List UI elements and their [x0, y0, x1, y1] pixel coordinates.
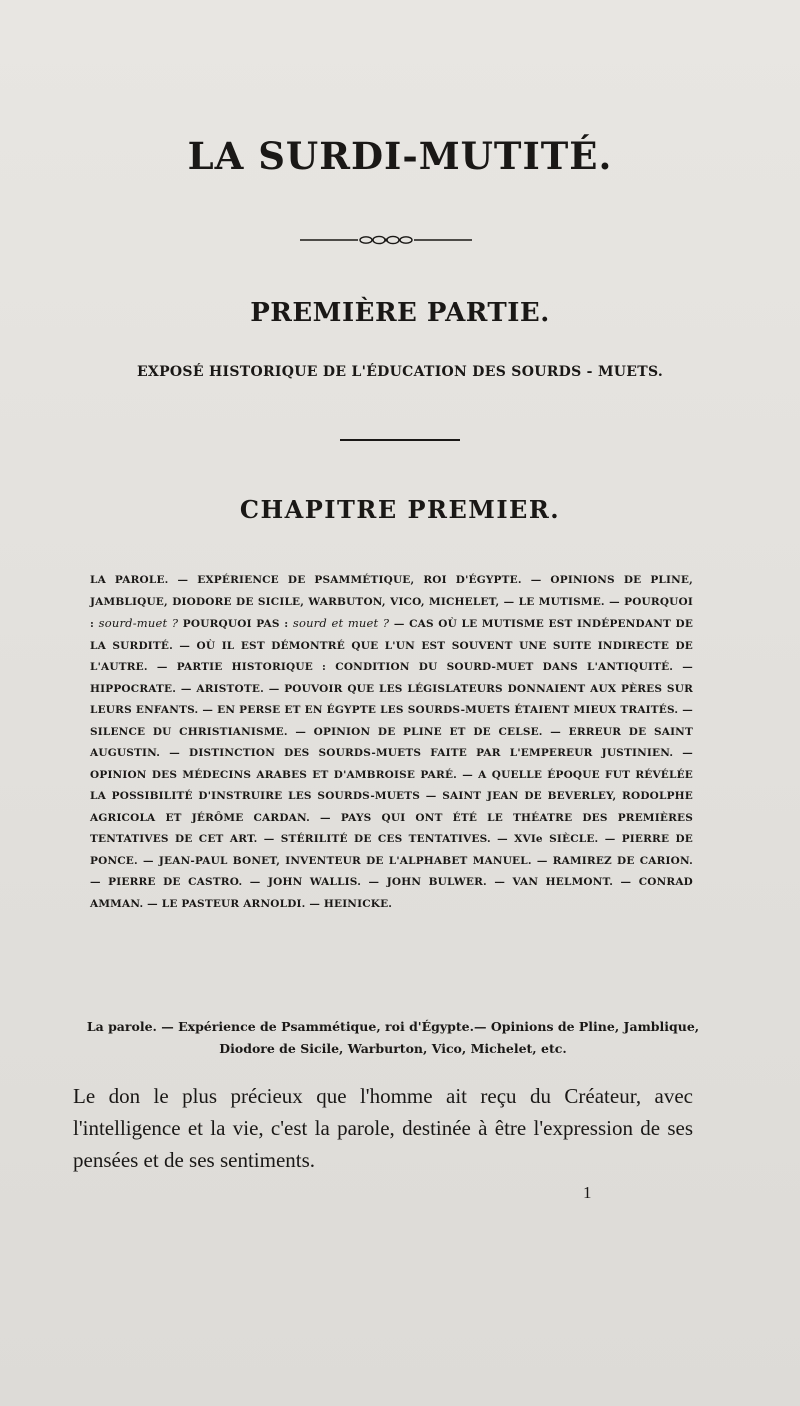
part-title: PREMIÈRE PARTIE.	[250, 298, 550, 328]
summary-part-1: LA PAROLE. — EXPÉRIENCE DE PSAMMÉTIQUE, ROI D'ÉGYPTE. — OPINIONS DE PLINE, JAMBLIQUE, DIODORE DE SICILE, WARBUTON, VICO, MICHELET, — LE MUTISME. — POURQUOI :	[90, 574, 693, 630]
section-rule	[340, 439, 460, 441]
page-number: 1	[583, 1183, 592, 1202]
ornament-divider	[300, 232, 472, 248]
chapter-summary	[90, 570, 693, 915]
book-title: LA SURDI-MUTITÉ.	[187, 134, 613, 178]
summary-part-2: POURQUOI PAS :	[182, 618, 289, 630]
chapter-title: CHAPITRE PREMIER.	[239, 495, 561, 524]
part-subtitle: EXPOSÉ HISTORIQUE DE L'ÉDUCATION DES SOURDS - MUETS.	[136, 364, 664, 380]
section-heading: La parole. — Expérience de Psammétique, roi d'Égypte.— Opinions de Pline, Jamblique, Diodore de Sicile, Warburton, Vico, Michelet, etc.	[86, 1019, 700, 1056]
body-paragraph: Le don le plus précieux que l'homme ait reçu du Créateur, avec l'intelligence et la vie, c'est la parole, destinée à être l'expression de ses pensées et de ses sentiments.	[73, 1084, 693, 1172]
summary-italic-1: sourd-muet ?	[98, 616, 179, 630]
summary-italic-2: sourd et muet ?	[292, 616, 390, 630]
summary-part-3: — CAS OÙ LE MUTISME EST INDÉPENDANT DE LA SURDITÉ. — OÙ IL EST DÉMONTRÉ QUE L'UN EST SOUVENT UNE SUITE INDIRECTE DE L'AUTRE. — PARTIE HISTORIQUE : CONDITION DU SOURD-MUET DANS L'ANTIQUITÉ. — HIPPOCRATE. — ARISTOTE. — POUVOIR QUE LES LÉGISLATEURS DONNAIENT AUX PÈRES SUR LEURS ENFANTS. — EN PERSE ET EN ÉGYPTE LES SOURDS-MUETS ÉTAIENT MIEUX TRAITÉS. — SILENCE DU CHRISTIANISME. — OPINION DE PLINE ET DE CELSE. — ERREUR DE SAINT AUGUSTIN. — DISTINCTION DES SOURDS-MUETS FAITE PAR L'EMPEREUR JUSTINIEN. — OPINION DES MÉDECINS ARABES ET D'AMBROISE PARÉ. — A QUELLE ÉPOQUE FUT RÉVÉLÉE LA POSSIBILITÉ D'INSTRUIRE LES SOURDS-MUETS — SAINT JEAN DE BEVERLEY, RODOLPHE AGRICOLA ET JÉRÔME CARDAN. — PAYS QUI ONT ÉTÉ LE THÉATRE DES PREMIÈRES TENTATIVES DE CET ART. — STÉRILITÉ DE CES TENTATIVES. — XVIe SIÈCLE. — PIERRE DE PONCE. — JEAN-PAUL BONET, INVENTEUR DE L'ALPHABET MANUEL. — RAMIREZ DE CARION. — PIERRE DE CASTRO. — JOHN WALLIS. — JOHN BULWER. — VAN HELMONT. — CONRAD AMMAN. — LE PASTEUR ARNOLDI. — HEINICKE.	[90, 618, 694, 910]
